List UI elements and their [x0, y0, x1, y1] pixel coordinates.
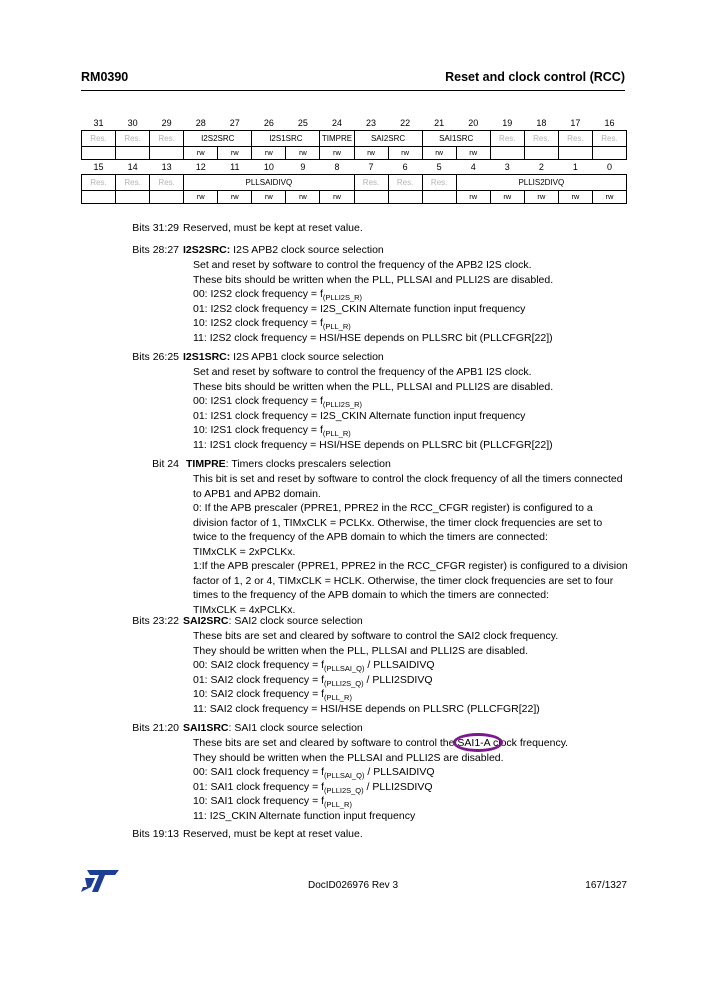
- access-cell: rw: [286, 147, 320, 160]
- body-line: TIMxCLK = 4xPCLKx.: [193, 603, 296, 616]
- access-cell: [592, 147, 626, 160]
- bit-range-label: Bits 19:13: [132, 828, 179, 840]
- bit-number: 15: [93, 161, 104, 172]
- body-line: 11: I2S2 clock frequency = HSI/HSE depends on PLLSRC bit (PLLCFGR[22]): [193, 331, 553, 344]
- reserved-field: Res.: [354, 175, 388, 191]
- body-line: 11: I2S_CKIN Alternate function input frequency: [193, 809, 416, 822]
- field-i2s2src: I2S2SRC: [184, 131, 252, 147]
- bit-number: 8: [334, 161, 340, 172]
- bit-range-label: Bit 24: [152, 458, 179, 470]
- bit-number: 9: [300, 161, 306, 172]
- register-high-table: [81, 116, 627, 160]
- line-text: 01: SAI1 clock frequency = f: [193, 780, 325, 793]
- footer-doc-ref: DocID026976 Rev 3: [307, 880, 399, 891]
- line-text: 00: SAI2 clock frequency = f: [193, 659, 325, 671]
- access-cell: [388, 191, 422, 204]
- field-name: TIMPRE: [186, 458, 226, 470]
- line-text: / PLLSAIDIVQ: [364, 766, 435, 778]
- line-text: 10: SAI2 clock frequency = f: [193, 688, 325, 700]
- bit-body: [193, 258, 629, 345]
- bit-number-row-low: [82, 160, 627, 175]
- bit-range-label: Bits 28:27: [132, 244, 179, 256]
- field-title: I2S APB2 clock source selection: [230, 244, 384, 256]
- body-line: 01: I2S2 clock frequency = I2S_CKIN Alternate function input frequency: [193, 302, 526, 315]
- body-line: [193, 423, 629, 438]
- access-cell: [558, 147, 592, 160]
- access-cell: [116, 191, 150, 204]
- line-subscript: (PLLI2S_Q): [324, 785, 364, 795]
- access-cell: rw: [354, 147, 388, 160]
- bit-number: 28: [195, 117, 206, 128]
- body-line: [193, 780, 629, 795]
- register-low-table: [81, 160, 627, 204]
- bit-number: 1: [572, 161, 578, 172]
- bit-number: 25: [297, 117, 308, 128]
- line-text: 10: SAI1 clock frequency = f: [193, 795, 325, 807]
- reserved-field: Res.: [558, 131, 592, 147]
- header-section-title: Reset and clock control (RCC): [445, 70, 625, 84]
- line-text: 00: I2S1 clock frequency = f: [193, 395, 323, 407]
- bit-body: [193, 472, 629, 617]
- bit-title: [183, 721, 363, 736]
- access-cell: [422, 191, 456, 204]
- access-cell: [490, 147, 524, 160]
- body-line: [193, 287, 629, 302]
- bit-range-label: Bits 31:29: [132, 222, 179, 234]
- bit-number: 7: [368, 161, 374, 172]
- bit-number: 19: [502, 117, 513, 128]
- bit-title: [183, 243, 384, 258]
- field-sai1src: SAI1SRC: [422, 131, 490, 147]
- body-line: [193, 316, 629, 331]
- body-line: Set and reset by software to control the frequency of the APB2 I2S clock.: [193, 259, 532, 271]
- field-timpre: TIMPRE: [320, 131, 354, 147]
- reserved-field: Res.: [82, 175, 116, 191]
- bit-number: 21: [434, 117, 445, 128]
- access-cell: [524, 147, 558, 160]
- access-cell: [150, 147, 184, 160]
- bit-range-label: Bits 26:25: [132, 351, 179, 363]
- reserved-field: Res.: [490, 131, 524, 147]
- line-subscript: (PLL_R): [324, 800, 352, 809]
- body-line: These bits should be written when the PLL, PLLSAI and PLLI2S are disabled.: [193, 273, 554, 286]
- field-sai2src: SAI2SRC: [354, 131, 422, 147]
- field-name: I2S2SRC:: [183, 244, 231, 256]
- bit-number: 12: [195, 161, 206, 172]
- body-paragraph: 1:If the APB prescaler (PPRE1, PPRE2 in the RCC_CFGR register) is configured to a division factor of 1, 2 or 4, TIMxCLK = HCLK. Otherwise, the timer clock frequencies are set to four times to the frequency of the APB domain to which the timers are connected:: [193, 560, 628, 601]
- body-line: Set and reset by software to control the frequency of the APB1 I2S clock.: [193, 366, 532, 378]
- field-row-low: [82, 175, 627, 191]
- field-row-high: [82, 131, 627, 147]
- header-doc-id: RM0390: [81, 70, 129, 84]
- reserved-field: Res.: [422, 175, 456, 191]
- bit-title: [183, 614, 363, 629]
- bit-title: [186, 457, 391, 472]
- bit-range-label: Bits 21:20: [132, 722, 179, 734]
- access-cell: rw: [252, 191, 286, 204]
- access-cell: [150, 191, 184, 204]
- bit-number: 0: [606, 161, 612, 172]
- access-cell: rw: [184, 191, 218, 204]
- body-line: [193, 658, 629, 673]
- bit-number: 22: [400, 117, 411, 128]
- body-line: [193, 673, 629, 688]
- access-cell: [354, 191, 388, 204]
- access-cell: rw: [320, 191, 354, 204]
- access-row-high: [82, 147, 627, 160]
- access-cell: rw: [286, 191, 320, 204]
- access-cell: rw: [456, 191, 490, 204]
- field-title: : SAI1 clock source selection: [228, 722, 363, 734]
- access-cell: rw: [252, 147, 286, 160]
- reserved-field: Res.: [82, 131, 116, 147]
- bit-number: 29: [161, 117, 172, 128]
- body-line: These bits should be written when the PLL, PLLSAI and PLLI2S are disabled.: [193, 380, 554, 393]
- body-line: They should be written when the PLLSAI and PLLI2S are disabled.: [193, 751, 504, 764]
- annotation-circle: [453, 733, 503, 752]
- header-rule: [81, 90, 625, 91]
- access-cell: rw: [524, 191, 558, 204]
- body-line: They should be written when the PLL, PLLSAI and PLLI2S are disabled.: [193, 644, 529, 657]
- bit-number: 3: [504, 161, 510, 172]
- field-name: I2S1SRC:: [183, 351, 231, 363]
- body-line: [193, 394, 629, 409]
- bit-number: 31: [93, 117, 104, 128]
- access-cell: rw: [456, 147, 490, 160]
- line-text: 01: SAI2 clock frequency = f: [193, 673, 325, 686]
- field-title: : Timers clocks prescalers selection: [225, 458, 391, 470]
- bit-number: 14: [127, 161, 138, 172]
- bit-title: [183, 350, 384, 365]
- bit-number: 6: [402, 161, 408, 172]
- bit-number-row-high: [82, 116, 627, 131]
- line-text: 00: SAI1 clock frequency = f: [193, 766, 325, 778]
- bit-range-label: Bits 23:22: [132, 615, 179, 627]
- line-text: / PLLI2SDIVQ: [363, 780, 433, 793]
- body-line: 01: I2S1 clock frequency = I2S_CKIN Alternate function input frequency: [193, 409, 526, 422]
- bit-number: 30: [127, 117, 138, 128]
- line-text: / PLLI2SDIVQ: [363, 673, 433, 686]
- bit-body: [193, 629, 629, 716]
- body-line: [193, 687, 629, 702]
- field-title: I2S APB1 clock source selection: [230, 351, 384, 363]
- body-line: TIMxCLK = 2xPCLKx.: [193, 545, 296, 558]
- bit-body: [193, 365, 629, 452]
- line-subscript: (PLLSAI_Q): [324, 664, 365, 673]
- field-name: SAI1SRC: [183, 722, 229, 734]
- line-subscript: (PLL_R): [322, 429, 351, 438]
- access-cell: [82, 147, 116, 160]
- body-paragraph: 0: If the APB prescaler (PPRE1, PPRE2 in the RCC_CFGR register) is configured to a division factor of 1, TIMxCLK = PCLKx. Otherwise, the timer clock frequencies are set to twice to the frequency of the APB domain to which the timers are connected:: [193, 502, 603, 543]
- bit-number: 11: [230, 161, 240, 172]
- access-cell: rw: [558, 191, 592, 204]
- line-subscript: (PLLSAI_Q): [324, 771, 365, 780]
- bit-description-text: Reserved, must be kept at reset value.: [183, 828, 363, 840]
- access-cell: rw: [218, 191, 252, 204]
- access-cell: rw: [490, 191, 524, 204]
- line-subscript: (PLL_R): [322, 322, 351, 331]
- reserved-field: Res.: [388, 175, 422, 191]
- field-plli2sdivq: PLLIS2DIVQ: [456, 175, 626, 191]
- line-subscript: (PLLI2S_R): [322, 293, 363, 302]
- line-subscript: (PLLI2S_Q): [324, 678, 364, 688]
- bit-number: 27: [229, 117, 240, 128]
- access-cell: rw: [218, 147, 252, 160]
- access-cell: rw: [388, 147, 422, 160]
- reserved-field: Res.: [150, 131, 184, 147]
- reserved-field: Res.: [116, 131, 150, 147]
- reserved-field: Res.: [150, 175, 184, 191]
- reserved-field: Res.: [116, 175, 150, 191]
- access-cell: rw: [592, 191, 626, 204]
- bit-number: 18: [536, 117, 547, 128]
- bit-number: 20: [468, 117, 479, 128]
- body-line: [193, 765, 629, 780]
- line-subscript: (PLLI2S_R): [322, 400, 363, 409]
- bit-number: 5: [436, 161, 442, 172]
- field-title: : SAI2 clock source selection: [228, 615, 363, 627]
- reserved-field: Res.: [592, 131, 626, 147]
- bit-number: 13: [161, 161, 172, 172]
- bit-body: [193, 736, 629, 823]
- access-cell: rw: [320, 147, 354, 160]
- access-cell: rw: [184, 147, 218, 160]
- access-cell: rw: [422, 147, 456, 160]
- access-row-low: [82, 191, 627, 204]
- field-name: SAI2SRC: [183, 615, 229, 627]
- bit-number: 4: [470, 161, 476, 172]
- line-text: 10: I2S1 clock frequency = f: [193, 424, 323, 436]
- body-paragraph: This bit is set and reset by software to control the clock frequency of all the timers connected to APB1 and APB2 domain.: [193, 473, 623, 500]
- line-subscript: (PLL_R): [324, 693, 352, 702]
- bit-number: 24: [331, 117, 342, 128]
- access-cell: [82, 191, 116, 204]
- bit-number: 2: [538, 161, 544, 172]
- bit-number: 16: [604, 117, 615, 128]
- body-line: [193, 794, 629, 809]
- body-line: 11: SAI2 clock frequency = HSI/HSE depends on PLLSRC (PLLCFGR[22]): [193, 702, 540, 715]
- bit-number: 23: [366, 117, 377, 128]
- field-i2s1src: I2S1SRC: [252, 131, 320, 147]
- footer-page-number: 167/1327: [585, 880, 627, 891]
- line-text: / PLLSAIDIVQ: [364, 659, 435, 671]
- reserved-field: Res.: [524, 131, 558, 147]
- access-cell: [116, 147, 150, 160]
- body-line: These bits are set and cleared by software to control the SAI2 clock frequency.: [193, 630, 559, 642]
- bit-number: 17: [570, 117, 581, 128]
- bit-description-text: Reserved, must be kept at reset value.: [183, 222, 363, 234]
- field-pllsaidivq: PLLSAIDIVQ: [184, 175, 354, 191]
- body-line: 11: I2S1 clock frequency = HSI/HSE depends on PLLSRC bit (PLLCFGR[22]): [193, 438, 553, 451]
- line-text: 10: I2S2 clock frequency = f: [193, 317, 323, 329]
- line-text: 00: I2S2 clock frequency = f: [193, 288, 323, 300]
- bit-number: 26: [263, 117, 274, 128]
- bit-number: 10: [263, 161, 274, 172]
- body-line: These bits are set and cleared by software to control the SAI1-A clock frequency.: [193, 737, 569, 749]
